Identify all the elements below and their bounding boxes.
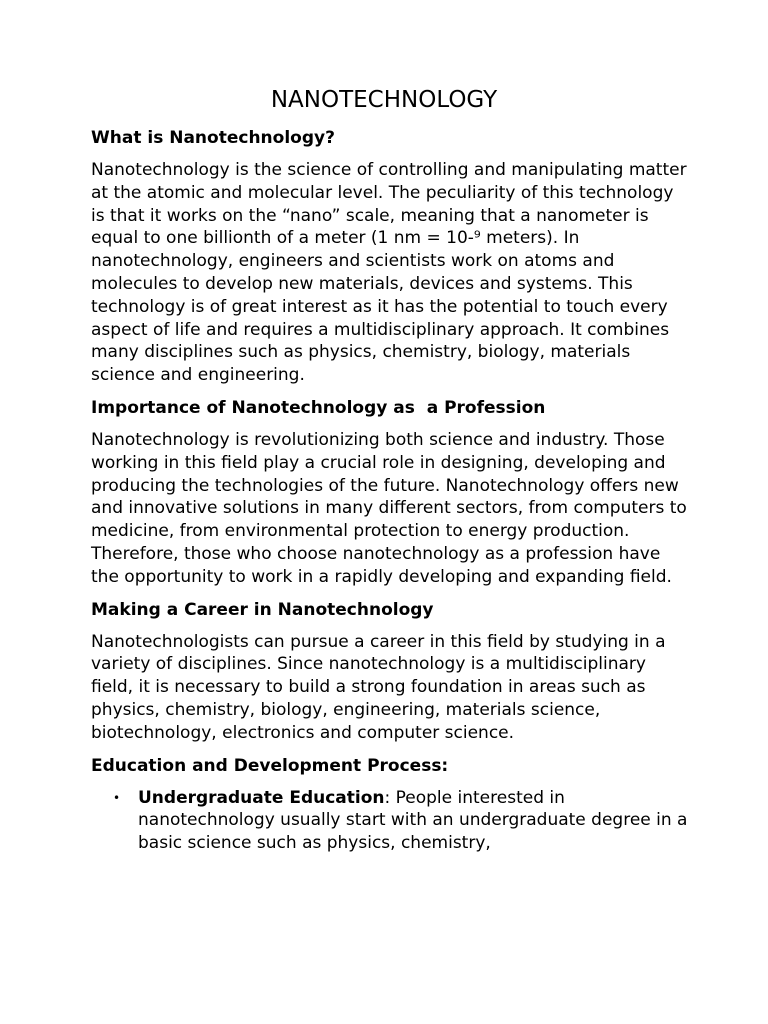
section-heading-importance: Importance of Nanotechnology as a Profession	[91, 397, 546, 418]
document-title: NANOTECHNOLOGY	[270, 87, 498, 113]
section-paragraph-what-is: Nanotechnology is the science of controlling and manipulating matter at the atomic and molecular level. The peculiarity of this technology is that it works on the “nano” scale, meaning that a nanometer is equal to one billionth of a meter (1 nm = 10-⁹ meters). In nanotechnology, engineers and scientists work on atoms and molecules to develop new materials, devices and systems. This technology is of great interest as it has the potential to touch every aspect of life and requires a multidisciplinary approach. It combines many disciplines such as physics, chemistry, biology, materials science and engineering.	[91, 160, 687, 386]
section-paragraph-importance: Nanotechnology is revolutionizing both science and industry. Those working in this field play a crucial role in designing, developing and producing the technologies of the future. Nanotechnology offers new and innovative solutions in many different sectors, from computers to medicine, from environmental protection to energy production. Therefore, those who choose nanotechnology as a profession have the opportunity to work in a rapidly developing and expanding field.	[91, 429, 687, 587]
section-heading-education: Education and Development Process:	[91, 755, 449, 776]
section-heading-career: Making a Career in Nanotechnology	[91, 599, 434, 620]
bullet-text: : People interested in nanotechnology usually start with an undergraduate degree in a basic science such as physics, chemistry,	[138, 787, 688, 854]
section-heading-what-is: What is Nanotechnology?	[91, 128, 335, 148]
education-bullet-list	[91, 787, 691, 855]
list-item	[91, 787, 691, 855]
document-page	[91, 84, 691, 855]
section-paragraph-career: Nanotechnologists can pursue a career in this field by studying in a variety of disciplines. Since nanotechnology is a multidisciplinary field, it is necessary to build a strong foundation in areas such as physics, chemistry, biology, engineering, materials science, biotechnology, electronics and computer science.	[91, 631, 666, 743]
bullet-icon: •	[113, 790, 121, 805]
bullet-term: Undergraduate Education	[138, 787, 385, 808]
